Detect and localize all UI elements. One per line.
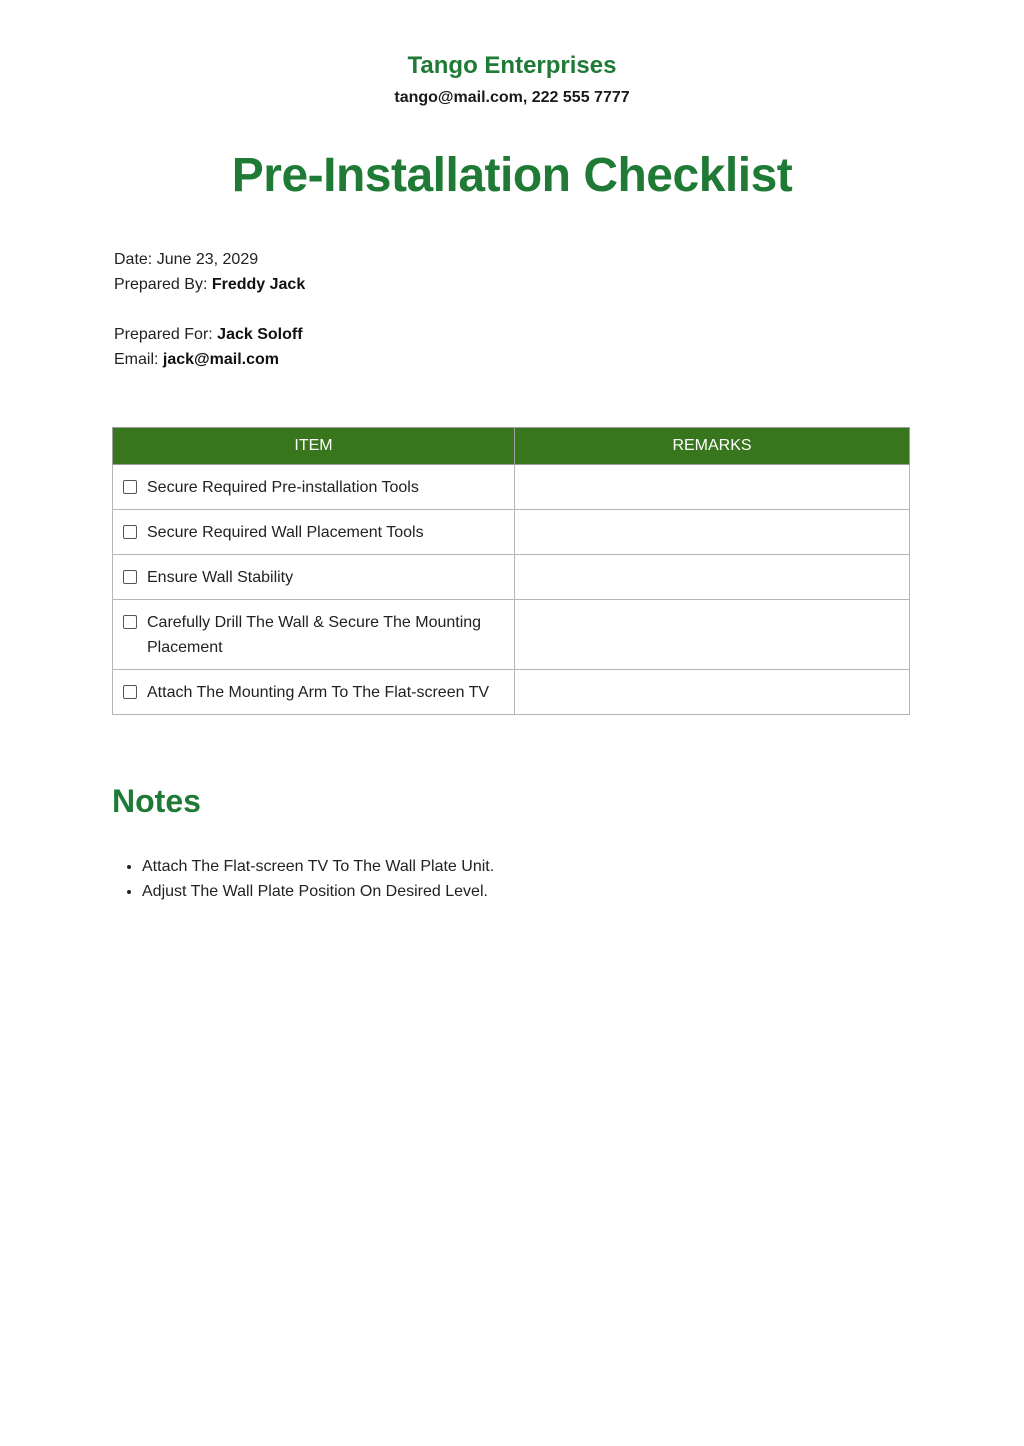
item-cell xyxy=(113,670,515,715)
checkbox[interactable] xyxy=(123,570,137,584)
item-cell xyxy=(113,510,515,555)
prepared-for-value: Jack Soloff xyxy=(217,326,303,343)
remarks-cell[interactable] xyxy=(515,670,910,715)
table-row xyxy=(113,465,910,510)
item-cell xyxy=(113,600,515,670)
table-row xyxy=(113,510,910,555)
email-label: Email: xyxy=(114,351,159,368)
prepared-for-label: Prepared For: xyxy=(114,326,213,343)
checklist-table xyxy=(112,427,910,715)
prepared-by-line xyxy=(114,272,305,297)
checkbox[interactable] xyxy=(123,525,137,539)
remarks-cell[interactable] xyxy=(515,555,910,600)
list-item: • Attach The Flat-screen TV To The Wall Plate Unit. xyxy=(142,854,494,879)
table-row xyxy=(113,555,910,600)
prepared-by-label: Prepared By: xyxy=(114,276,208,293)
date-line xyxy=(114,247,305,272)
meta-block-recipient xyxy=(114,322,303,372)
item-cell xyxy=(113,465,515,510)
checkbox[interactable] xyxy=(123,615,137,629)
item-label: Carefully Drill The Wall & Secure The Mounting Placement xyxy=(147,614,482,656)
checkbox[interactable] xyxy=(123,685,137,699)
notes-list xyxy=(112,854,494,904)
notes-heading: Notes xyxy=(112,783,201,819)
item-cell xyxy=(113,555,515,600)
date-value: June 23, 2029 xyxy=(156,251,259,268)
header-remarks: REMARKS xyxy=(515,428,910,465)
remarks-cell[interactable] xyxy=(515,510,910,555)
meta-block-preparer xyxy=(114,247,305,297)
table-row xyxy=(113,600,910,670)
email-value: jack@mail.com xyxy=(162,351,280,368)
remarks-cell[interactable] xyxy=(515,465,910,510)
email-line xyxy=(114,347,303,372)
list-item: • Adjust The Wall Plate Position On Desired Level. xyxy=(142,879,494,904)
prepared-for-line xyxy=(114,322,303,347)
header-item: ITEM xyxy=(113,428,515,465)
checkbox[interactable] xyxy=(123,480,137,494)
item-label: Secure Required Pre-installation Tools xyxy=(147,479,419,496)
remarks-cell[interactable] xyxy=(515,600,910,670)
company-name: Tango Enterprises xyxy=(407,52,617,79)
company-contact: tango@mail.com, 222 555 7777 xyxy=(394,89,630,106)
item-label: Secure Required Wall Placement Tools xyxy=(147,524,424,541)
item-label: Attach The Mounting Arm To The Flat-screen TV xyxy=(147,684,490,701)
item-label: Ensure Wall Stability xyxy=(147,569,294,586)
page-title: Pre-Installation Checklist xyxy=(231,149,793,202)
date-label: Date: xyxy=(114,251,153,268)
table-row xyxy=(113,670,910,715)
prepared-by-value: Freddy Jack xyxy=(211,276,306,293)
table-header-row xyxy=(113,428,910,465)
